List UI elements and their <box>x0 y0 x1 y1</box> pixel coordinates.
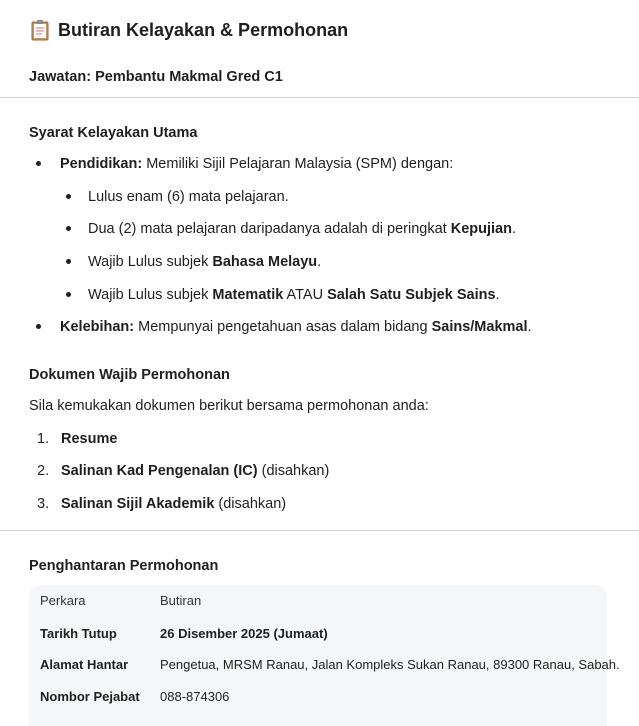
education-sub-item <box>88 286 500 304</box>
document-item <box>61 495 286 513</box>
clipboard-icon <box>31 19 49 41</box>
list-number: 2. <box>37 463 50 479</box>
eligibility-heading: Syarat Kelayakan Utama <box>29 125 198 141</box>
sub-bullet <box>66 292 71 297</box>
document-name: Salinan Sijil Akademik <box>61 496 215 512</box>
advantage-bold: Sains/Makmal <box>431 319 528 335</box>
table-header-butiran: Butiran <box>160 593 202 608</box>
submission-table <box>29 585 620 726</box>
sub-item-text: ATAU <box>283 287 328 303</box>
sub-bullet <box>66 259 71 264</box>
table-row-value: Pengetua, MRSM Ranau, Jalan Kompleks Sukan Ranau, 89300 Ranau, Sabah. <box>160 657 620 672</box>
advantage-item <box>60 318 532 336</box>
sub-bullet <box>66 194 71 199</box>
document-note: (disahkan) <box>257 463 330 479</box>
advantage-text: Mempunyai pengetahuan asas dalam bidang <box>134 319 432 335</box>
education-sub-item <box>88 253 321 271</box>
table-row-key: Alamat Hantar <box>40 657 129 672</box>
table-row-key: Tarikh Tutup <box>40 626 117 641</box>
document-name: Salinan Kad Pengenalan (IC) <box>61 463 258 479</box>
advantage-end: . <box>527 319 532 335</box>
education-sub-item <box>88 220 516 238</box>
bullet <box>36 161 41 166</box>
education-sub-item <box>88 188 289 206</box>
submission-heading: Penghantaran Permohonan <box>29 558 219 574</box>
sub-item-bold: Matematik <box>212 287 284 303</box>
education-item <box>60 155 453 173</box>
table-row-key: Nombor Pejabat <box>40 689 140 704</box>
divider <box>0 97 639 98</box>
sub-item-bold: Salah Satu Subjek Sains <box>327 287 496 303</box>
sub-item-bold: Kepujian <box>450 221 512 237</box>
document-item <box>61 462 329 480</box>
list-number: 1. <box>37 431 50 447</box>
title-row <box>31 17 348 43</box>
table-header-perkara: Perkara <box>40 593 86 608</box>
advantage-label: Kelebihan: <box>60 319 135 335</box>
table-row-value: 26 Disember 2025 (Jumaat) <box>160 626 328 641</box>
page-title: Butiran Kelayakan & Permohonan <box>58 19 349 40</box>
position-title: Jawatan: Pembantu Makmal Gred C1 <box>29 69 283 85</box>
sub-item-text: Wajib Lulus subjek <box>88 254 213 270</box>
sub-item-text: Dua (2) mata pelajaran daripadanya adalah di peringkat <box>88 221 451 237</box>
documents-heading: Dokumen Wajib Permohonan <box>29 367 230 383</box>
document-item <box>61 430 117 448</box>
sub-item-end: . <box>511 221 516 237</box>
sub-bullet <box>66 226 71 231</box>
list-number: 3. <box>37 496 50 512</box>
table-row-value: 088-874306 <box>160 689 230 704</box>
bullet <box>36 324 41 329</box>
sub-item-text: Wajib Lulus subjek <box>88 287 213 303</box>
sub-item-text: Lulus enam (6) mata pelajaran. <box>88 189 289 205</box>
sub-item-end: . <box>495 287 500 303</box>
divider <box>0 530 639 531</box>
document-note: (disahkan) <box>214 496 287 512</box>
documents-intro: Sila kemukakan dokumen berikut bersama permohonan anda: <box>29 398 429 414</box>
document-name: Resume <box>61 431 118 447</box>
sub-item-end: . <box>317 254 322 270</box>
education-label: Pendidikan: <box>60 156 143 172</box>
education-text: Memiliki Sijil Pelajaran Malaysia (SPM) dengan: <box>142 156 454 172</box>
sub-item-bold: Bahasa Melayu <box>212 254 318 270</box>
